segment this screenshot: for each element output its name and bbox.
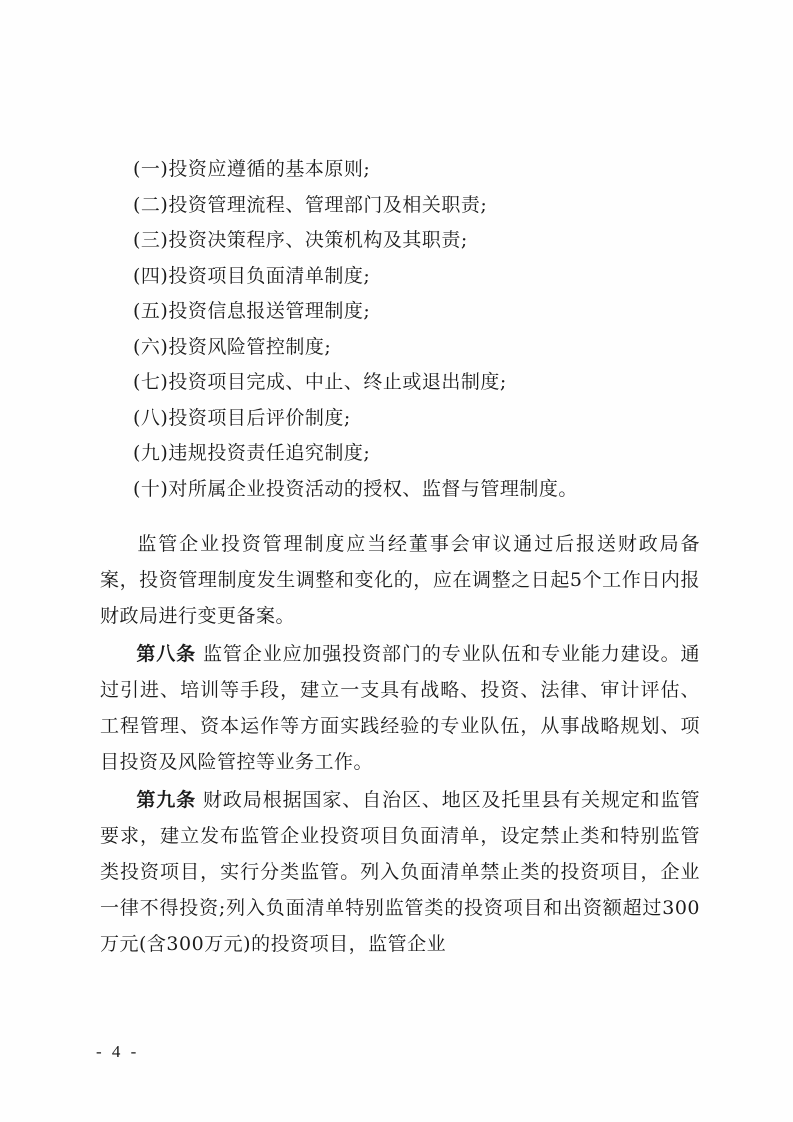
list-item: (七)投资项目完成、中止、终止或退出制度; [133,371,507,393]
list-item: (九)违规投资责任追究制度; [133,442,371,464]
article-9-text: 财政局根据国家、自治区、地区及托里县有关规定和监管要求，建立发布监管企业投资项目负面清单，设定禁止类和特别监管类投资项目，实行分类监管。列入负面清单禁止类的投资项目，企业一律不得投资;列入负面清单特别监管类的投资项目和出资额超过300万元(含300万元)的投资项目，监管企业 [100,789,700,955]
article-9 [100,782,700,962]
list-item: (六)投资风险管控制度; [133,335,332,358]
article-9-title: 第九条 [136,789,197,811]
list-item: (八)投资项目后评价制度; [133,406,351,429]
list-item: (四)投资项目负面清单制度; [133,264,371,287]
article-8 [100,636,700,780]
system-content-list [133,152,733,507]
filing-paragraph [100,526,700,634]
list-item: (五)投资信息报送管理制度; [133,300,371,322]
list-item: (十)对所属企业投资活动的授权、监督与管理制度。 [133,477,578,500]
article-8-text: 监管企业应加强投资部门的专业队伍和专业能力建设。通过引进、培训等手段，建立一支具有战略、投资、法律、审计评估、工程管理、资本运作等方面实践经验的专业队伍，从事战略规划、项目投资及风险管控等业务工作。 [100,643,700,773]
page-number: - 4 - [96,1042,140,1061]
list-item: (一)投资应遵循的基本原则; [133,158,371,180]
list-item: (二)投资管理流程、管理部门及相关职责; [133,193,488,216]
filing-text: 监管企业投资管理制度应当经董事会审议通过后报送财政局备案，投资管理制度发生调整和变化的，应在调整之日起5个工作日内报财政局进行变更备案。 [100,533,700,627]
list-item: (三)投资决策程序、决策机构及其职责; [133,229,468,251]
article-8-title: 第八条 [136,643,197,665]
